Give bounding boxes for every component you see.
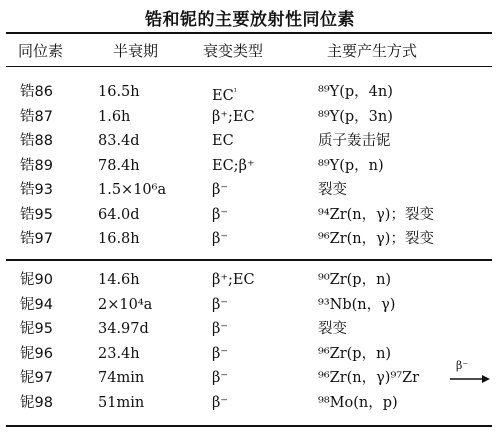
mass-number-sup: ⁹³ xyxy=(318,296,330,313)
header-half-life: 半衰期 xyxy=(113,42,159,60)
isotope-cell: 锆97 xyxy=(20,231,53,247)
half-life-cell: 23.4h xyxy=(98,345,140,362)
decay-type-cell xyxy=(212,294,228,316)
production-cell xyxy=(318,367,419,389)
production-text: Zr(n，γ)；裂变 xyxy=(329,231,434,247)
production-cell xyxy=(318,130,391,152)
table-row xyxy=(0,179,500,201)
isotope-cell: 铌95 xyxy=(20,321,53,337)
half-life-cell: 2×10⁴a xyxy=(98,296,153,313)
production-text: Zr(p，n) xyxy=(329,345,392,362)
production-cell xyxy=(318,81,393,103)
table-row xyxy=(0,228,500,250)
production-cell xyxy=(318,318,347,340)
production-text: 裂变 xyxy=(318,182,347,198)
table-row xyxy=(0,81,500,103)
top-rule xyxy=(6,32,492,34)
decay-type-text: β⁻ xyxy=(212,370,229,386)
half-life-cell: 16.5h xyxy=(98,84,140,100)
header-decay-type: 衰变类型 xyxy=(203,42,264,60)
table-row xyxy=(0,343,500,365)
table-row xyxy=(0,130,500,152)
isotope-cell: 锆89 xyxy=(20,157,53,174)
decay-type-text: β⁻ xyxy=(212,182,229,198)
decay-type-text: β⁻ xyxy=(212,345,229,362)
decay-type-cell xyxy=(212,179,228,201)
production-cell xyxy=(318,204,434,226)
mass-number-sup: ⁹⁸ xyxy=(318,394,330,411)
header-isotope: 同位素 xyxy=(18,42,64,60)
isotope-cell: 锆86 xyxy=(20,84,53,100)
half-life-cell: 16.8h xyxy=(98,231,140,247)
isotope-cell: 锆93 xyxy=(20,182,53,198)
production-text: Mo(n，p) xyxy=(329,394,398,411)
isotope-cell: 铌97 xyxy=(20,370,53,386)
mass-number-sup: ⁸⁹ xyxy=(318,157,330,174)
production-cell xyxy=(318,269,391,291)
decay-type-cell xyxy=(212,130,234,152)
production-cell xyxy=(318,155,384,177)
decay-type-text: β⁻ xyxy=(212,206,229,223)
decay-arrow-label: β⁻ xyxy=(456,359,469,372)
table-row xyxy=(0,155,500,177)
table-row xyxy=(0,318,500,340)
table-row xyxy=(0,106,500,128)
decay-type-text: EC;β⁺ xyxy=(212,157,255,174)
header-production: 主要产生方式 xyxy=(327,42,418,60)
half-life-cell: 74min xyxy=(98,370,145,386)
production-text: 质子轰击铌 xyxy=(318,133,391,149)
mass-number-sup: ⁹⁶ xyxy=(318,231,330,247)
table-row xyxy=(0,269,500,291)
decay-type-cell xyxy=(212,318,228,340)
table-row xyxy=(0,204,500,226)
decay-type-text: β⁻ xyxy=(212,296,229,313)
mass-number-sup: ⁹⁴ xyxy=(318,206,330,223)
isotope-cell: 铌96 xyxy=(20,345,53,362)
production-cell xyxy=(318,392,398,414)
header-rule xyxy=(6,66,492,67)
table-row xyxy=(0,359,500,389)
isotope-cell: 锆87 xyxy=(20,108,53,125)
mass-number-sup: ⁸⁹ xyxy=(318,84,330,100)
decay-arrow xyxy=(448,361,492,387)
bottom-rule xyxy=(6,425,492,427)
half-life-cell: 1.6h xyxy=(98,108,131,125)
decay-type-cell xyxy=(212,269,255,291)
half-life-cell: 34.97d xyxy=(98,321,149,337)
isotope-cell: 铌94 xyxy=(20,296,53,313)
half-life-cell: 1.5×10⁶a xyxy=(98,182,167,198)
decay-type-cell xyxy=(212,343,228,365)
decay-type-text: EC xyxy=(212,133,234,149)
decay-type-cell xyxy=(212,81,237,107)
production-text: Zr(n，γ)⁹⁷Zr xyxy=(329,370,420,386)
production-text: Zr(n，γ)；裂变 xyxy=(329,206,434,223)
isotope-cell: 铌90 xyxy=(20,272,53,288)
mass-number-sup: ⁹⁶ xyxy=(318,370,330,386)
production-cell xyxy=(318,294,395,316)
decay-type-text: β⁻ xyxy=(212,231,229,247)
production-cell xyxy=(318,343,391,365)
decay-type-text: β⁻ xyxy=(212,321,229,337)
production-text: Y(p，3n) xyxy=(329,108,393,125)
production-text: Y(p，n) xyxy=(329,157,384,174)
half-life-cell: 78.4h xyxy=(98,157,140,174)
half-life-cell: 51min xyxy=(98,394,145,411)
table-row xyxy=(0,392,500,414)
table-row xyxy=(0,294,500,316)
half-life-cell: 64.0d xyxy=(98,206,140,223)
half-life-cell: 14.6h xyxy=(98,272,140,288)
decay-type-cell xyxy=(212,228,228,250)
production-cell xyxy=(318,179,347,201)
half-life-cell: 83.4d xyxy=(98,133,140,149)
production-text: Nb(n，γ) xyxy=(329,296,396,313)
isotope-cell: 锆88 xyxy=(20,133,53,149)
decay-type-text: β⁺;EC xyxy=(212,108,255,125)
decay-type-cell xyxy=(212,155,255,177)
production-text: Y(p，4n) xyxy=(329,84,393,100)
isotope-cell: 锆95 xyxy=(20,206,53,223)
decay-type-text: β⁺;EC xyxy=(212,272,255,288)
production-cell xyxy=(318,106,393,128)
decay-type-cell xyxy=(212,204,228,226)
decay-footnote-mark: ¹ xyxy=(233,87,237,96)
mass-number-sup: ⁹⁰ xyxy=(318,272,330,288)
decay-type-text: EC xyxy=(212,88,234,104)
production-cell xyxy=(318,228,434,250)
group-divider xyxy=(6,259,492,261)
decay-type-cell xyxy=(212,367,228,389)
production-text: 裂变 xyxy=(318,321,347,337)
decay-type-cell xyxy=(212,392,228,414)
mass-number-sup: ⁹⁶ xyxy=(318,345,330,362)
mass-number-sup: ⁸⁹ xyxy=(318,108,330,125)
production-text: Zr(p，n) xyxy=(329,272,392,288)
decay-type-text: β⁻ xyxy=(212,394,229,411)
table-title: 锆和铌的主要放射性同位素 xyxy=(145,10,355,30)
isotope-cell: 铌98 xyxy=(20,394,53,411)
decay-type-cell xyxy=(212,106,255,128)
